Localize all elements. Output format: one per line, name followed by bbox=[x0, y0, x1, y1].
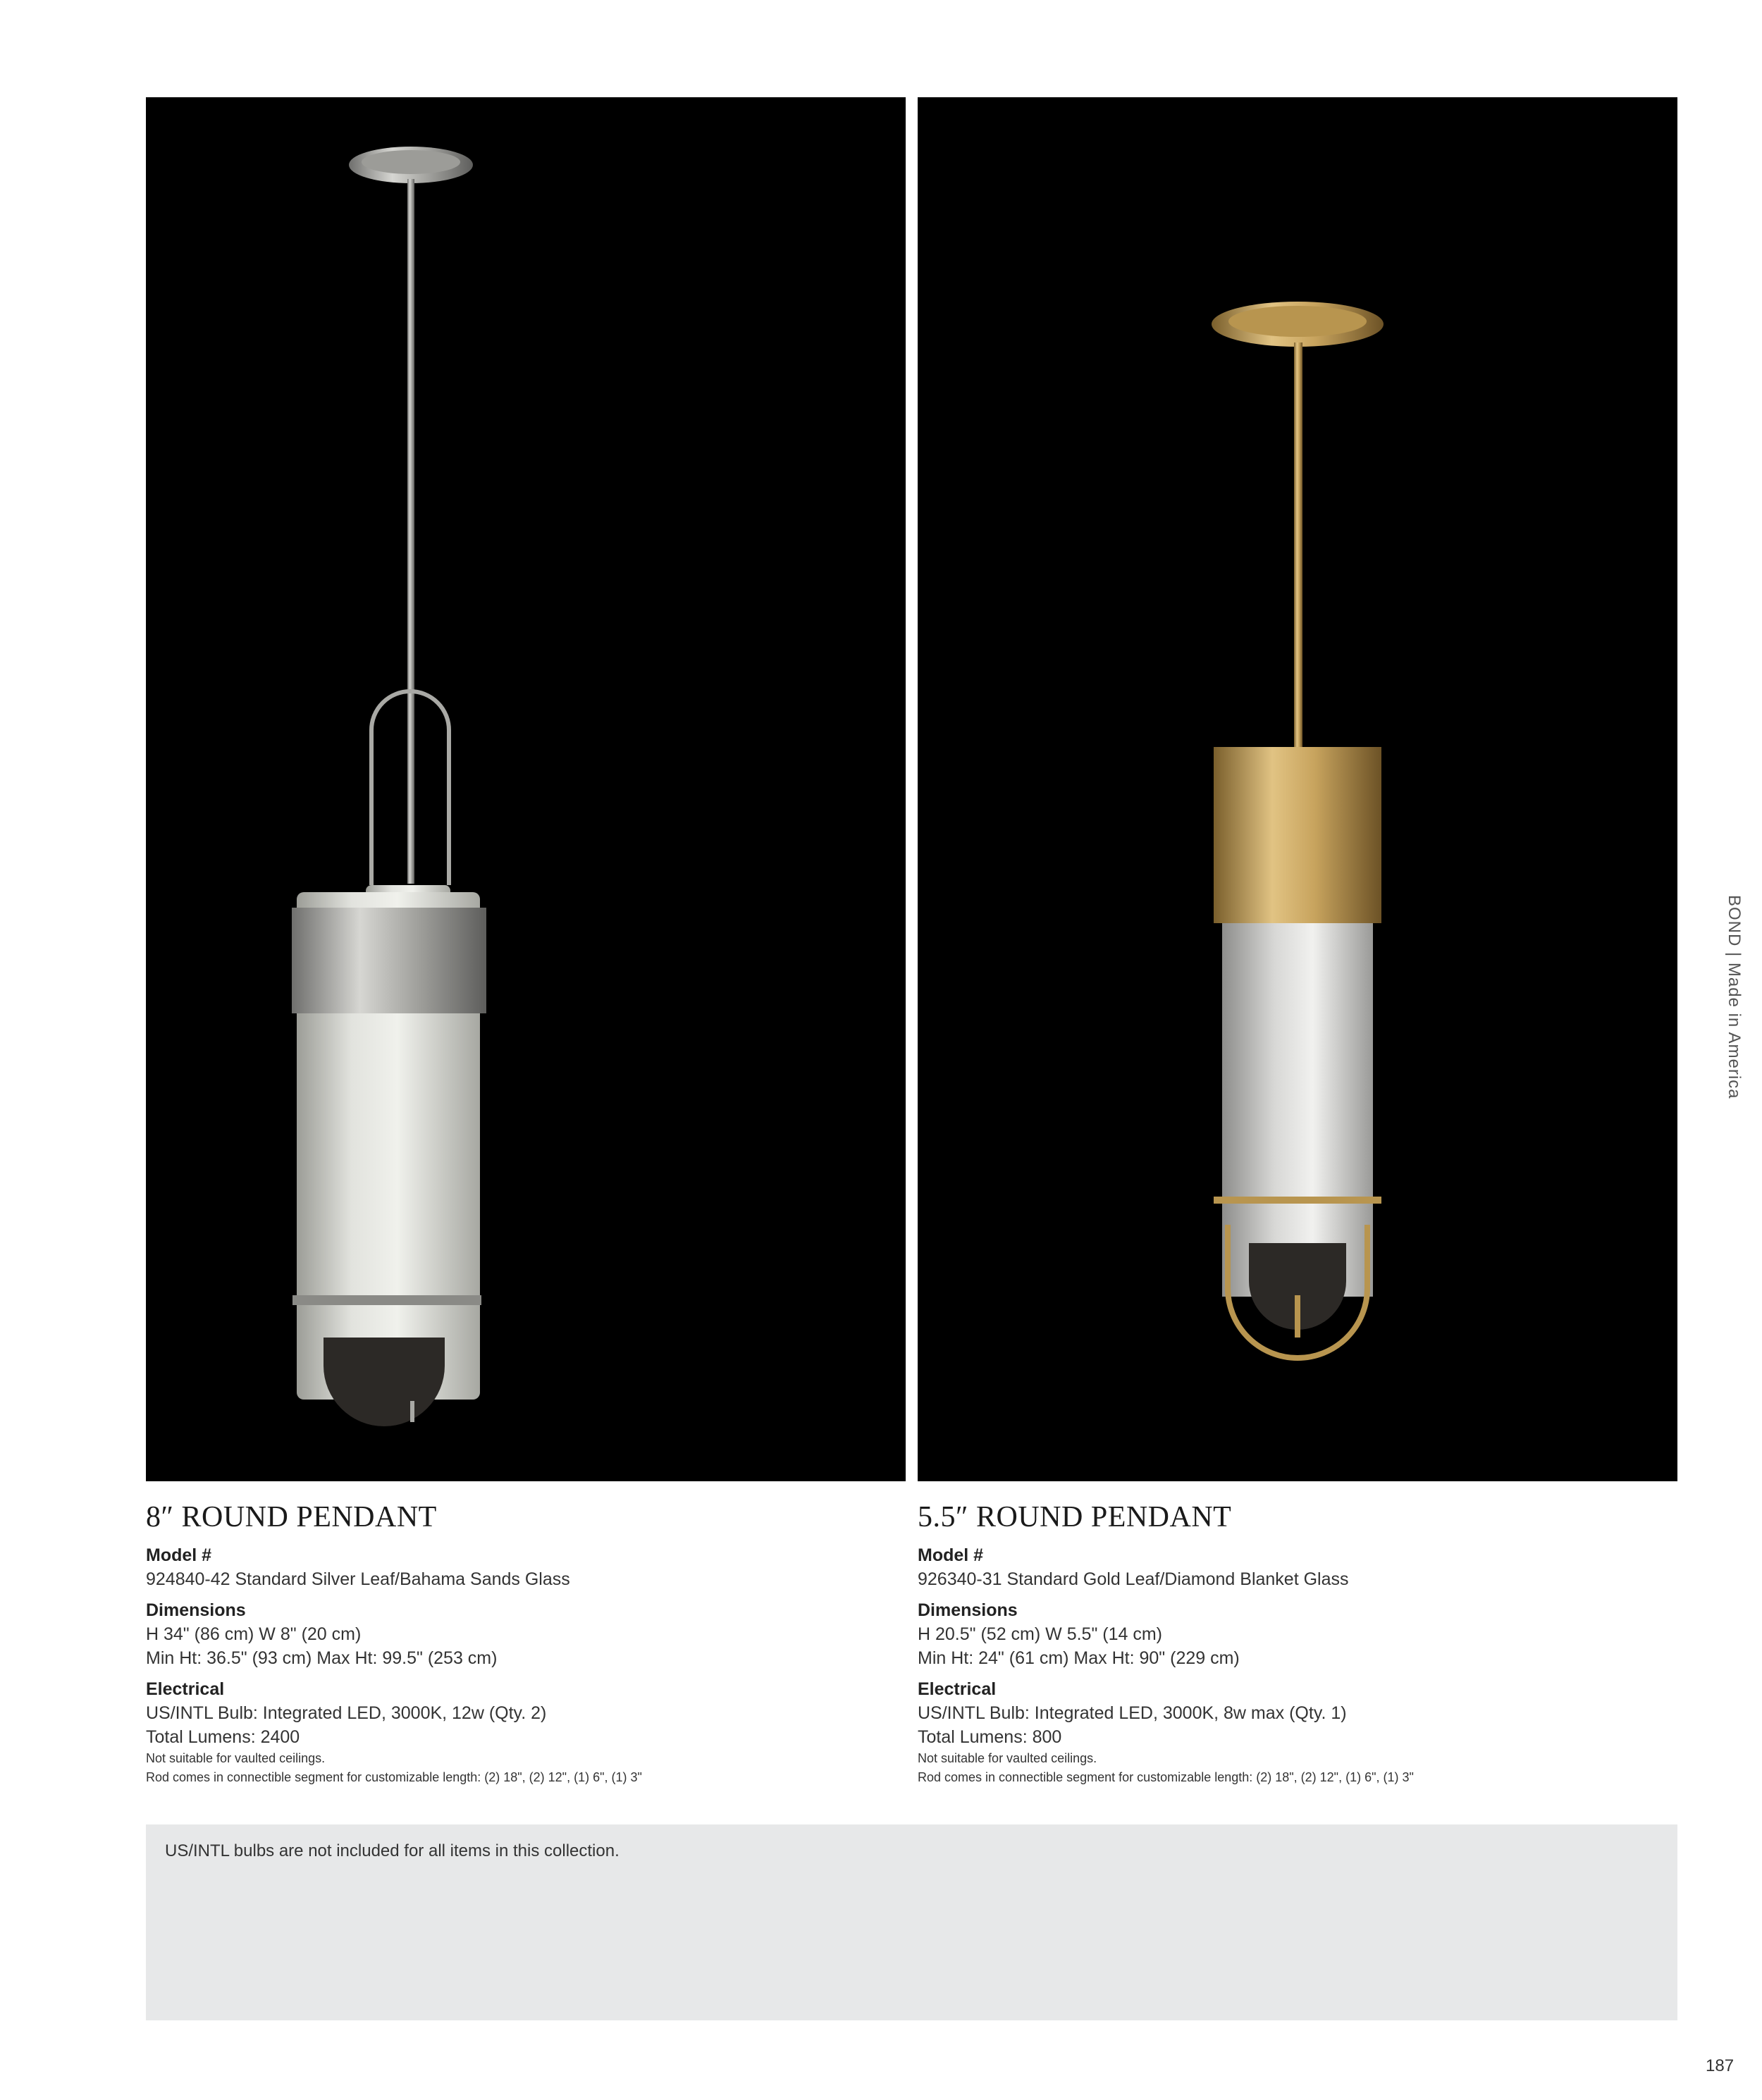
model-label: Model # bbox=[918, 1545, 984, 1565]
gold-pendant-image bbox=[918, 97, 1677, 1481]
collection-side-tab: BOND | Made in America bbox=[1725, 895, 1744, 1099]
electrical-label: Electrical bbox=[146, 1679, 225, 1699]
dimensions-label: Dimensions bbox=[918, 1600, 1018, 1620]
electrical-line: Total Lumens: 800 bbox=[918, 1727, 1062, 1747]
dimensions-line: H 20.5" (52 cm) W 5.5" (14 cm) bbox=[918, 1624, 1162, 1644]
electrical-line: Total Lumens: 2400 bbox=[146, 1727, 300, 1747]
product-title: 5.5″ ROUND PENDANT bbox=[918, 1501, 1232, 1533]
model-value: 924840-42 Standard Silver Leaf/Bahama Sands Glass bbox=[146, 1569, 570, 1589]
electrical-label: Electrical bbox=[918, 1679, 997, 1699]
electrical-line: US/INTL Bulb: Integrated LED, 3000K, 12w (Qty. 2) bbox=[146, 1703, 547, 1723]
product-info-5-5in-pendant bbox=[918, 1500, 1677, 1787]
collection-notice-text: US/INTL bulbs are not included for all items in this collection. bbox=[165, 1841, 620, 1860]
dimensions-line: Min Ht: 36.5" (93 cm) Max Ht: 99.5" (253 cm) bbox=[146, 1648, 498, 1668]
product-title: 8″ ROUND PENDANT bbox=[146, 1501, 437, 1533]
silver-pendant-image bbox=[146, 97, 906, 1481]
page-number: 187 bbox=[1706, 2056, 1735, 2075]
dimensions-label: Dimensions bbox=[146, 1600, 246, 1620]
product-photo-gold-pendant bbox=[918, 97, 1677, 1481]
dimensions-line: Min Ht: 24" (61 cm) Max Ht: 90" (229 cm) bbox=[918, 1648, 1240, 1668]
collection-notice-box bbox=[146, 1824, 1677, 2020]
model-label: Model # bbox=[146, 1545, 212, 1565]
note-line: Not suitable for vaulted ceilings. bbox=[146, 1751, 326, 1765]
note-line: Not suitable for vaulted ceilings. bbox=[918, 1751, 1097, 1765]
note-line: Rod comes in connectible segment for customizable length: (2) 18", (2) 12", (1) 6", (1) 3" bbox=[918, 1770, 1414, 1784]
model-value: 926340-31 Standard Gold Leaf/Diamond Blanket Glass bbox=[918, 1569, 1349, 1589]
electrical-line: US/INTL Bulb: Integrated LED, 3000K, 8w max (Qty. 1) bbox=[918, 1703, 1347, 1723]
dimensions-line: H 34" (86 cm) W 8" (20 cm) bbox=[146, 1624, 362, 1644]
product-photo-silver-pendant bbox=[146, 97, 906, 1481]
note-line: Rod comes in connectible segment for customizable length: (2) 18", (2) 12", (1) 6", (1) 3" bbox=[146, 1770, 642, 1784]
product-info-8in-pendant bbox=[146, 1500, 906, 1787]
